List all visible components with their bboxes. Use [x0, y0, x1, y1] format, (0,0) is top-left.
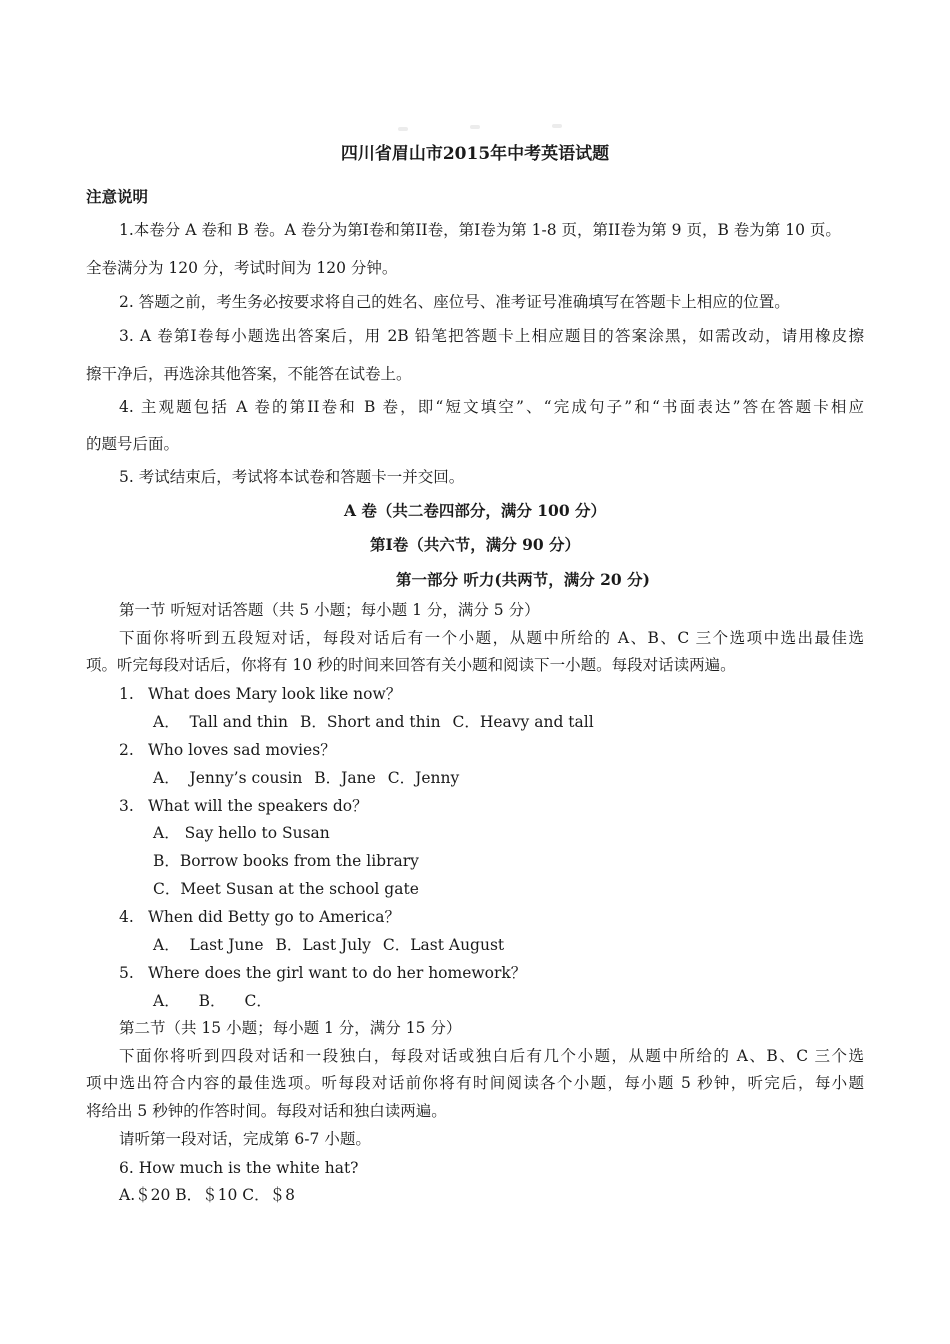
option-c: C． [244, 992, 272, 1010]
notice-item-1-cont: 全卷满分为 120 分，考试时间为 120 分钟。 [86, 259, 398, 277]
section-1-instructions: 下面你将听到五段短对话，每段对话后有一个小题，从题中所给的 A、B、C 三个选项中选出最佳选 [119, 629, 864, 647]
notice-item-3: 3. A 卷第I卷每小题选出答案后，用 2B 铅笔把答题卡上相应题目的答案涂黑，如需改动，请用橡皮擦 [119, 327, 864, 345]
scan-speck [398, 127, 408, 131]
option-b: B．Last July [275, 936, 371, 954]
question-text: Where does the girl want to do her homework？ [148, 964, 527, 982]
question-6-options: A.＄20 B．＄10 C．＄8 [119, 1186, 296, 1204]
section-1-title: 第一节 听短对话答题（共 5 小题；每小题 1 分，满分 5 分） [119, 601, 540, 619]
option-b: B．Short and thin [299, 713, 441, 731]
notice-item-5: 5. 考试结束后，考试将本试卷和答题卡一并交回。 [119, 468, 465, 486]
question-2-options [153, 768, 459, 788]
volume-a-heading: A 卷（共二卷四部分，满分 100 分） [343, 501, 607, 520]
option-a: A． Tall and thin [153, 713, 288, 731]
question-number: 1. [119, 685, 134, 703]
question-6: 6. How much is the white hat? [119, 1159, 359, 1177]
notice-item-4: 4. 主观题包括 A 卷的第II卷和 B 卷，即“短文填空”、“完成句子”和“书面表达”答在答题卡相应 [119, 398, 864, 416]
question-number: 5. [119, 964, 134, 982]
question-2 [119, 740, 336, 760]
question-5 [119, 963, 527, 983]
question-text: What will the speakers do？ [148, 797, 368, 815]
notice-item-2: 2. 答题之前，考生务必按要求将自己的姓名、座位号、准考证号准确填写在答题卡上相应的位置。 [119, 293, 790, 311]
notice-item-3-cont: 擦干净后，再选涂其他答案，不能答在试卷上。 [86, 365, 412, 383]
part-1-heading: 第I卷（共六节，满分 90 分） [369, 535, 581, 554]
question-1 [119, 684, 402, 704]
question-number: 2. [119, 741, 134, 759]
option-a: A． Last June [153, 936, 264, 954]
notice-item-1: 1.本卷分 A 卷和 B 卷。A 卷分为第I卷和第II卷，第I卷为第 1-8 页，第II卷为第 9 页，B 卷为第 10 页。 [119, 221, 841, 239]
question-text: Who loves sad movies？ [148, 741, 336, 759]
question-3 [119, 796, 368, 816]
question-3-option-b: B．Borrow books from the library [153, 852, 419, 870]
section-2-instructions-cont2: 将给出 5 秒钟的作答时间。每段对话和独白读两遍。 [86, 1102, 447, 1120]
option-b: B． [198, 992, 226, 1010]
question-text: What does Mary look like now？ [148, 685, 402, 703]
question-5-options [153, 991, 272, 1011]
section-2-instructions-cont: 项中选出符合内容的最佳选项。听每段对话前你将有时间阅读各个小题，每小题 5 秒钟，听完后，每小题 [86, 1074, 864, 1092]
option-a: A． Jenny’s cousin [153, 769, 303, 787]
notice-item-4-cont: 的题号后面。 [86, 435, 180, 453]
option-c: C．Jenny [387, 769, 460, 787]
question-text: When did Betty go to America？ [148, 908, 400, 926]
question-4 [119, 907, 400, 927]
question-number: 4. [119, 908, 134, 926]
dialogue-1-prompt: 请听第一段对话，完成第 6-7 小题。 [119, 1130, 371, 1148]
scan-speck [552, 124, 562, 128]
option-c: C．Heavy and tall [452, 713, 594, 731]
question-4-options [153, 935, 504, 955]
notice-heading: 注意说明 [86, 187, 149, 206]
option-c: C．Last August [382, 936, 505, 954]
scan-speck [470, 125, 480, 129]
option-b: B．Jane [314, 769, 376, 787]
question-3-option-a: A． Say hello to Susan [153, 824, 330, 842]
section-1-instructions-cont: 项。听完每段对话后，你将有 10 秒的时间来回答有关小题和阅读下一小题。每段对话读两遍。 [86, 656, 736, 674]
question-number: 3. [119, 797, 134, 815]
option-a: A． [153, 992, 180, 1010]
question-3-option-c: C．Meet Susan at the school gate [153, 880, 419, 898]
listening-heading: 第一部分 听力(共两节，满分 20 分) [396, 570, 650, 589]
question-1-options [153, 712, 594, 732]
section-2-instructions: 下面你将听到四段对话和一段独白，每段对话或独白后有几个小题，从题中所给的 A、B、C 三个选 [119, 1047, 864, 1065]
document-title: 四川省眉山市2015年中考英语试题 [340, 144, 610, 164]
section-2-title: 第二节（共 15 小题；每小题 1 分，满分 15 分） [119, 1019, 462, 1037]
